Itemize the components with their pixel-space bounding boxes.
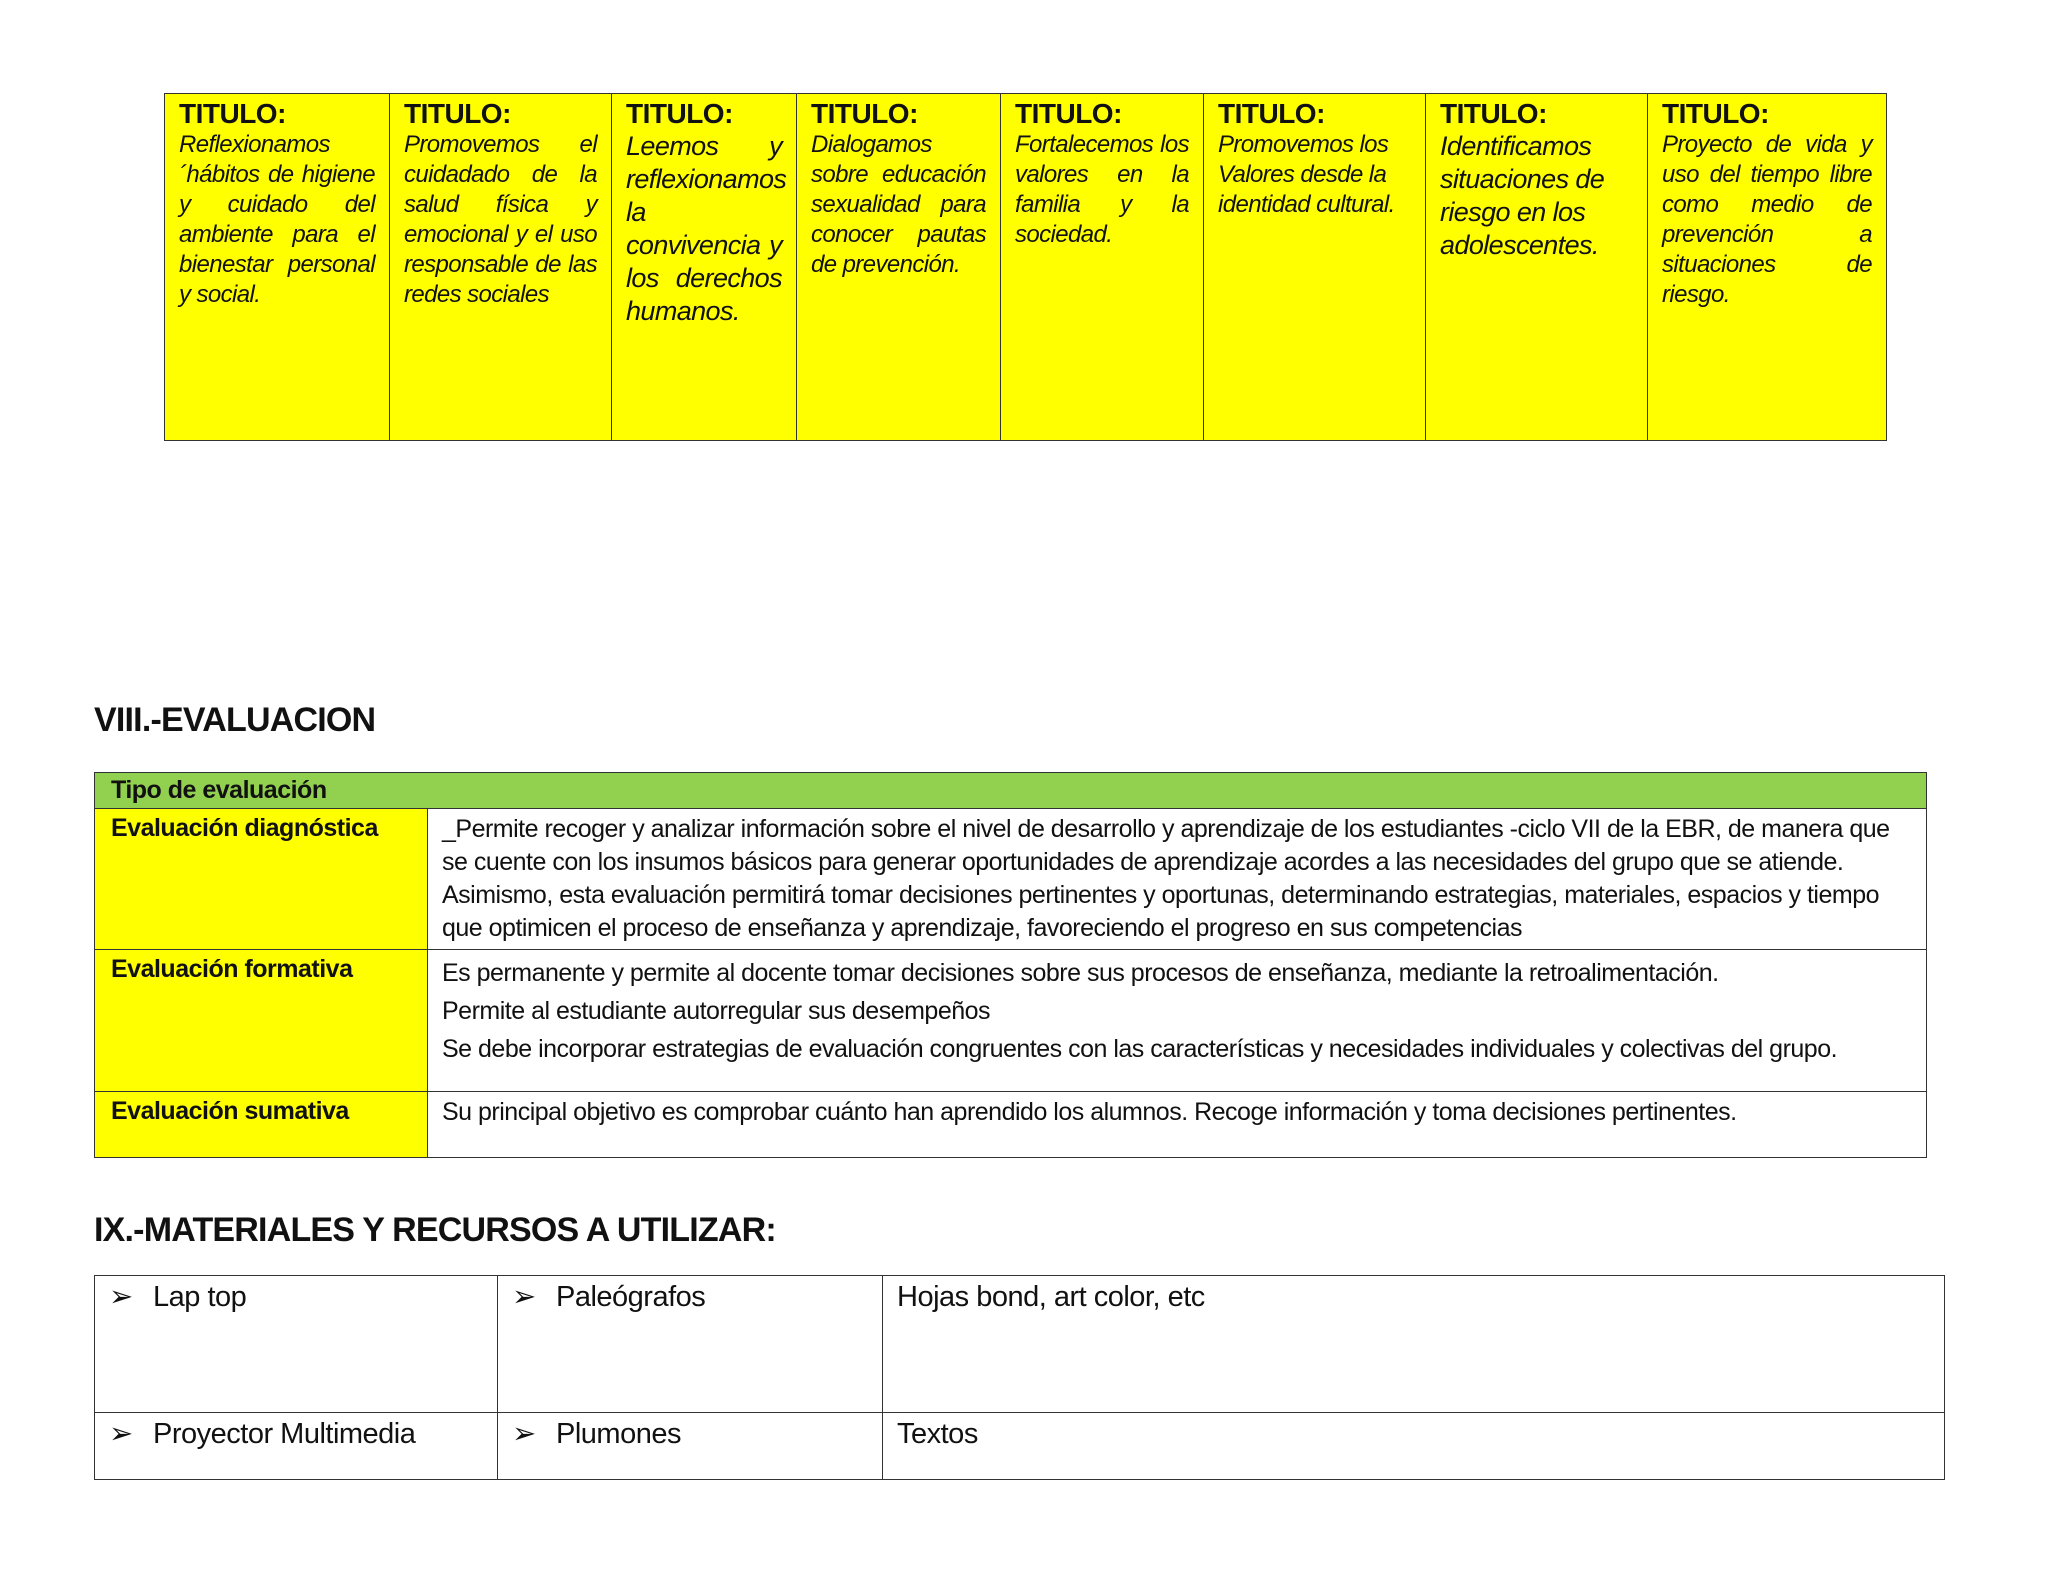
session-titles-row — [165, 94, 1887, 441]
materials-row — [95, 1276, 1945, 1413]
evaluation-text: _Permite recoger y analizar información sobre el nivel de desarrollo y aprendizaje de los estudiantes -ciclo VII de la EBR, de manera que se cuente con los insumos básicos para generar oportunidades de aprendizaje acordes a las necesidades del grupo que se atiende. — [442, 815, 1890, 876]
title-heading: TITULO: — [626, 98, 733, 129]
session-title-cell — [797, 94, 1001, 441]
evaluation-row — [95, 809, 1927, 950]
evaluation-header-row — [95, 773, 1927, 809]
evaluation-text: Se debe incorporar estrategias de evaluación congruentes con las características y necesidades individuales y colectivas del grupo. — [442, 1035, 1838, 1063]
evaluation-description — [428, 950, 1927, 1092]
evaluation-description — [428, 1092, 1927, 1158]
title-heading: TITULO: — [1662, 98, 1769, 129]
title-text: Identificamos situaciones de riesgo en los adolescentes. — [1440, 131, 1605, 260]
evaluation-type-label: Evaluación sumativa — [95, 1092, 428, 1158]
material-name: Plumones — [556, 1418, 681, 1450]
title-text: Leemos y reflexionamos la convivencia y los derechos humanos. — [626, 131, 787, 326]
material-cell — [95, 1413, 498, 1480]
evaluation-text: Permite al estudiante autorregular sus desempeños — [442, 997, 991, 1025]
material-name: Hojas bond, art color, etc — [897, 1281, 1205, 1313]
title-text: Dialogamos sobre educación sexualidad para conocer pautas de prevención. — [811, 131, 986, 278]
evaluation-type-label: Evaluación diagnóstica — [95, 809, 428, 950]
materials-table — [94, 1275, 1945, 1480]
material-cell — [883, 1276, 1945, 1413]
session-title-cell — [390, 94, 612, 441]
title-text: Promovemos el cuidadado de la salud física y emocional y el uso responsable de las redes sociales — [404, 131, 597, 308]
evaluation-text: Su principal objetivo es comprobar cuánto han aprendido los alumnos. Recoge información y toma decisiones pertinentes. — [442, 1098, 1737, 1126]
materials-section-title: IX.-MATERIALES Y RECURSOS A UTILIZAR: — [94, 1211, 776, 1249]
arrowhead-bullet-icon: ➢ — [512, 1418, 536, 1450]
arrowhead-bullet-icon: ➢ — [109, 1281, 133, 1313]
evaluation-text: Asimismo, esta evaluación permitirá tomar decisiones pertinentes y oportunas, determinando estrategias, materiales, espacios y tiempo que optimicen el proceso de enseñanza y aprendizaje, favoreciendo el progreso en sus competencias — [442, 881, 1880, 942]
title-heading: TITULO: — [1218, 98, 1325, 129]
material-name: Proyector Multimedia — [153, 1418, 416, 1450]
evaluation-text: Es permanente y permite al docente tomar decisiones sobre sus procesos de enseñanza, mediante la retroalimentación. — [442, 959, 1719, 987]
materials-row — [95, 1413, 1945, 1480]
material-name: Lap top — [153, 1281, 247, 1313]
session-title-cell — [1204, 94, 1426, 441]
material-cell — [95, 1276, 498, 1413]
material-cell — [498, 1276, 883, 1413]
evaluation-type-label: Evaluación formativa — [95, 950, 428, 1092]
session-title-cell — [1648, 94, 1887, 441]
title-heading: TITULO: — [1440, 98, 1547, 129]
evaluation-description — [428, 809, 1927, 950]
session-title-cell — [1001, 94, 1204, 441]
title-text: Fortalecemos los valores en la familia y la sociedad. — [1015, 131, 1189, 248]
session-titles-table — [164, 93, 1887, 441]
material-name: Paleógrafos — [556, 1281, 706, 1313]
material-cell — [498, 1413, 883, 1480]
title-heading: TITULO: — [1015, 98, 1122, 129]
title-text: Promovemos los Valores desde la identidad cultural. — [1218, 131, 1395, 218]
title-heading: TITULO: — [404, 98, 511, 129]
evaluation-section-title: VIII.-EVALUACION — [94, 701, 376, 739]
title-text: Proyecto de vida y uso del tiempo libre como medio de prevención a situaciones de riesgo. — [1662, 131, 1872, 308]
title-text: Reflexionamos ´hábitos de higiene y cuidado del ambiente para el bienestar personal y social. — [179, 131, 375, 308]
material-name: Textos — [897, 1418, 978, 1450]
evaluation-row — [95, 1092, 1927, 1158]
evaluation-row — [95, 950, 1927, 1092]
session-title-cell — [612, 94, 797, 441]
title-heading: TITULO: — [179, 98, 286, 129]
session-title-cell — [1426, 94, 1648, 441]
arrowhead-bullet-icon: ➢ — [109, 1418, 133, 1450]
arrowhead-bullet-icon: ➢ — [512, 1281, 536, 1313]
material-cell — [883, 1413, 1945, 1480]
evaluation-header: Tipo de evaluación — [95, 773, 1927, 809]
evaluation-table — [94, 772, 1927, 1158]
session-title-cell — [165, 94, 390, 441]
title-heading: TITULO: — [811, 98, 918, 129]
